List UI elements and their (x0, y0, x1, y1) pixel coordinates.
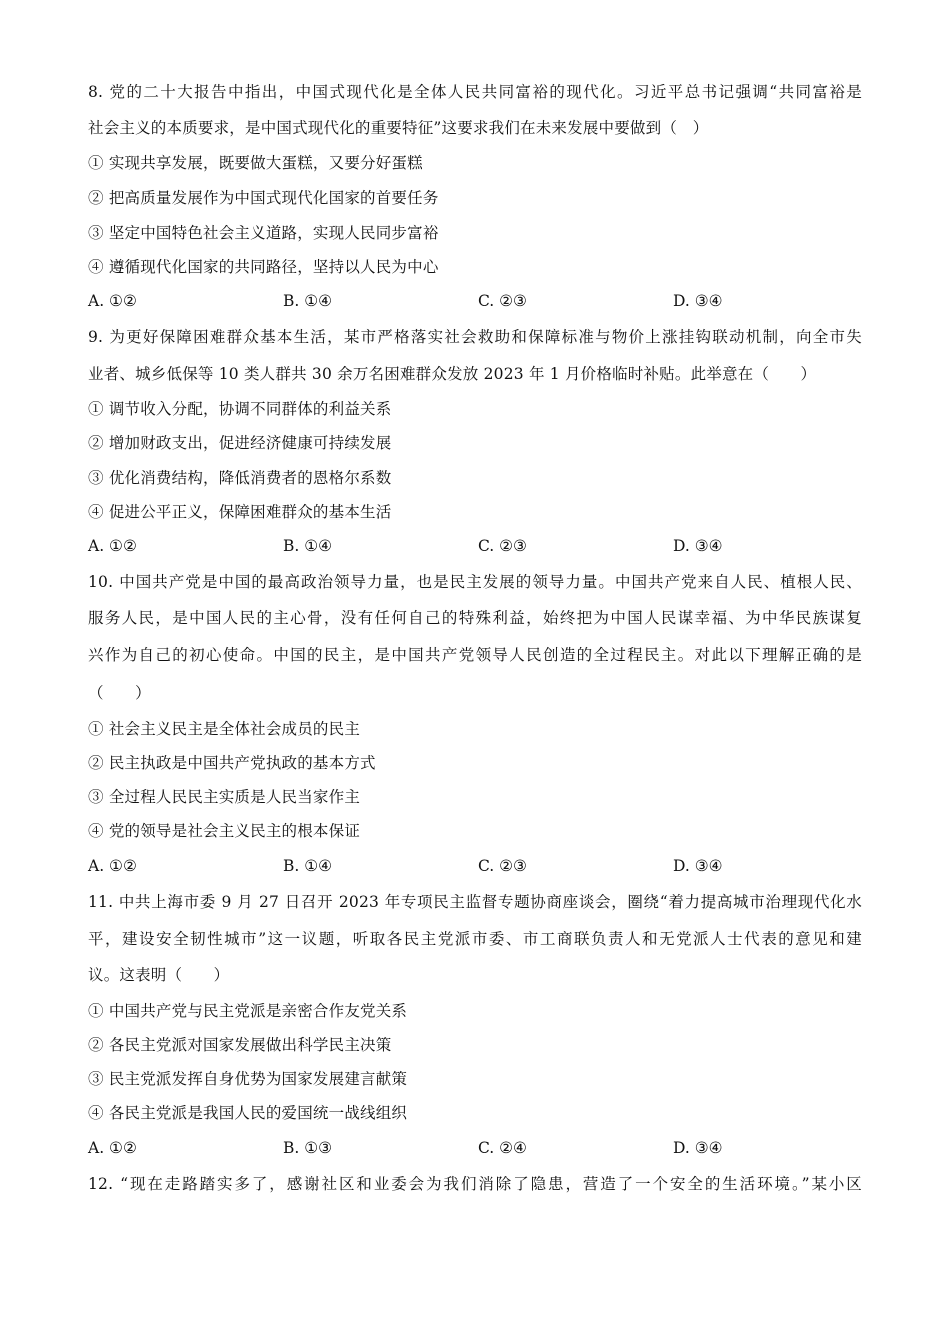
question-stem-line: 8. 党的二十大报告中指出，中国式现代化是全体人民共同富裕的现代化。习近平总书记强调“共同富裕是 (88, 83, 862, 101)
question-stem-line: 社会主义的本质要求，是中国式现代化的重要特征”这要求我们在未来发展中要做到（ ） (88, 119, 709, 137)
question-stem-line: 平，建设安全韧性城市”这一议题，听取各民主党派市委、市工商联负责人和无党派人士代表的意见和建 (88, 930, 862, 948)
choice-b: B. ①④ (283, 857, 333, 875)
option-line: ② 各民主党派对国家发展做出科学民主决策 (88, 1036, 392, 1054)
question-stem-line: 服务人民，是中国人民的主心骨，没有任何自己的特殊利益，始终把为中国人民谋幸福、为中华民族谋复 (88, 609, 862, 627)
question-stem-line: 9. 为更好保障困难群众基本生活，某市严格落实社会救助和保障标准与物价上涨挂钩联动机制，向全市失 (88, 328, 862, 346)
question-stem-line: 议。这表明（ ） (88, 966, 230, 984)
option-line: ③ 优化消费结构，降低消费者的恩格尔系数 (88, 469, 392, 487)
option-line: ② 增加财政支出，促进经济健康可持续发展 (88, 434, 392, 452)
question-stem-line: 12. “现在走路踏实多了，感谢社区和业委会为我们消除了隐患，营造了一个安全的生活环境。”某小区 (88, 1175, 862, 1193)
question-stem-line: （ ） (88, 684, 151, 702)
choice-a: A. ①② (88, 1139, 137, 1157)
option-line: ④ 促进公平正义，保障困难群众的基本生活 (88, 503, 392, 521)
choice-d: D. ③④ (673, 1139, 723, 1157)
choice-c: C. ②③ (478, 857, 527, 875)
option-line: ① 调节收入分配，协调不同群体的利益关系 (88, 400, 392, 418)
question-stem-line: 兴作为自己的初心使命。中国的民主，是中国共产党领导人民创造的全过程民主。对此以下理解正确的是 (88, 646, 862, 664)
choice-b: B. ①③ (283, 1139, 333, 1157)
choice-b: B. ①④ (283, 292, 333, 310)
option-line: ③ 坚定中国特色社会主义道路，实现人民同步富裕 (88, 224, 439, 242)
option-line: ① 社会主义民主是全体社会成员的民主 (88, 720, 361, 738)
answer-choices (88, 1138, 828, 1158)
choice-a: A. ①② (88, 857, 137, 875)
choice-d: D. ③④ (673, 857, 723, 875)
choice-d: D. ③④ (673, 537, 723, 555)
option-line: ① 实现共享发展，既要做大蛋糕，又要分好蛋糕 (88, 154, 423, 172)
choice-c: C. ②③ (478, 537, 527, 555)
choice-b: B. ①④ (283, 537, 333, 555)
question-stem-line: 业者、城乡低保等 10 类人群共 30 余万名困难群众发放 2023 年 1 月价格临时补贴。此举意在（ ） (88, 365, 817, 383)
option-line: ③ 民主党派发挥自身优势为国家发展建言献策 (88, 1070, 408, 1088)
answer-choices (88, 291, 828, 311)
option-line: ② 民主执政是中国共产党执政的基本方式 (88, 754, 376, 772)
choice-d: D. ③④ (673, 292, 723, 310)
option-line: ② 把高质量发展作为中国式现代化国家的首要任务 (88, 189, 439, 207)
choice-c: C. ②③ (478, 292, 527, 310)
option-line: ④ 党的领导是社会主义民主的根本保证 (88, 822, 361, 840)
choice-a: A. ①② (88, 292, 137, 310)
option-line: ③ 全过程人民民主实质是人民当家作主 (88, 788, 361, 806)
option-line: ① 中国共产党与民主党派是亲密合作友党关系 (88, 1002, 408, 1020)
answer-choices (88, 856, 828, 876)
option-line: ④ 遵循现代化国家的共同路径，坚持以人民为中心 (88, 258, 439, 276)
question-stem-line: 11. 中共上海市委 9 月 27 日召开 2023 年专项民主监督专题协商座谈会，圈绕“着力提高城市治理现代化水 (88, 893, 862, 911)
answer-choices (88, 536, 828, 556)
question-stem-line: 10. 中国共产党是中国的最高政治领导力量，也是民主发展的领导力量。中国共产党来自人民、植根人民、 (88, 573, 862, 591)
choice-a: A. ①② (88, 537, 137, 555)
choice-c: C. ②④ (478, 1139, 527, 1157)
option-line: ④ 各民主党派是我国人民的爱国统一战线组织 (88, 1104, 408, 1122)
